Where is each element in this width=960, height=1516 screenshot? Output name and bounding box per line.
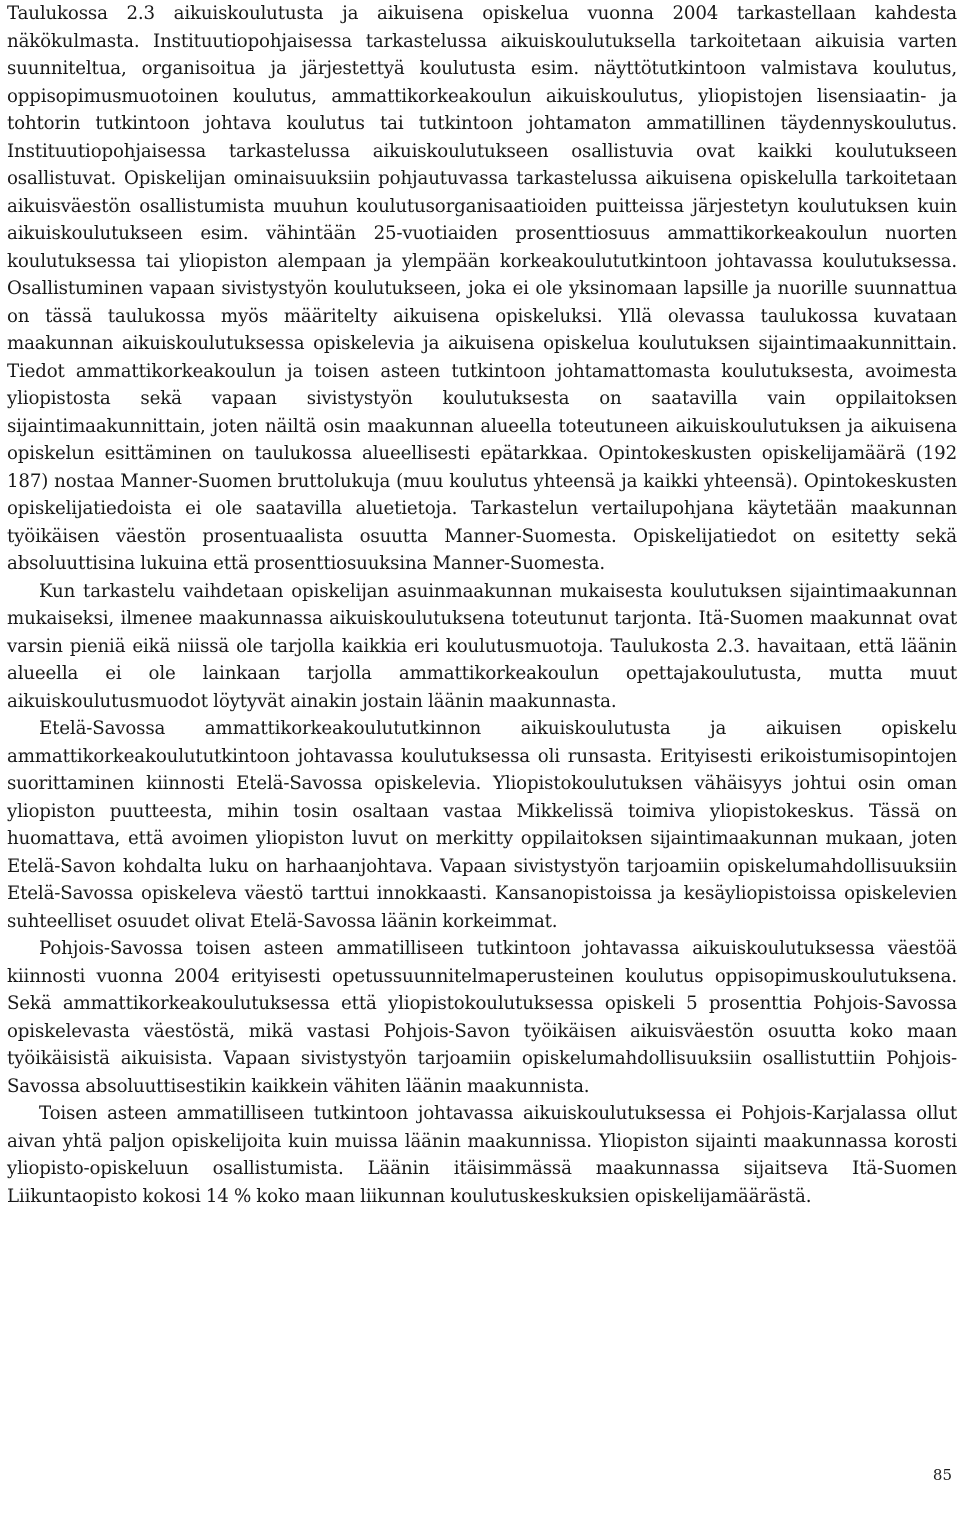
document-page (7, 0, 957, 1210)
paragraph-4: Pohjois-Savossa toisen asteen ammatilliseen tutkintoon johtavassa aikuiskoulutuksessa väestöä kiinnosti vuonna 2004 erityisesti opetussuunnitelmaperusteinen koulutus oppisopimuskoulutuksena. Sekä ammattikorkeakoulutuksessa että yliopistokoulutuksessa opiskeli 5 prosenttia Pohjois-Savossa opiskelevasta väestöstä, mikä vastasi Pohjois-Savon työikäisen aikuisväestön osuutta koko maan työikäisistä aikuisista. Vapaan sivistystyön tarjoamiin opiskelumahdollisuuksiin osallistuttiin Pohjois-Savossa absoluuttisestikin kaikkein vähiten läänin maakunnista. (7, 938, 957, 1097)
paragraph-5: Toisen asteen ammatilliseen tutkintoon johtavassa aikuiskoulutuksessa ei Pohjois-Karjalassa ollut aivan yhtä paljon opiskelijoita kuin muissa läänin maakunnissa. Yliopiston sijainti maakunnassa korosti yliopisto-opiskeluun osallistumista. Läänin itäisimmässä maakunnassa sijaitseva Itä-Suomen Liikuntaopisto kokosi 14 % koko maan liikunnan koulutuskeskuksien opiskelijamäärästä. (7, 1103, 957, 1207)
paragraph-3: Etelä-Savossa ammattikorkeakoulututkinnon aikuiskoulutusta ja aikuisen opiskelu ammattikorkeakoulututkintoon johtavassa koulutuksessa oli runsasta. Erityisesti erikoistumisopintojen suorittaminen kiinnosti Etelä-Savossa opiskelevia. Yliopistokoulutuksen vähäisyys johtui osin oman yliopiston puutteesta, mihin tosin osaltaan vastaa Mikkelissä toimiva yliopistokeskus. Tässä on huomattava, että avoimen yliopiston luvut on merkitty oppilaitoksen sijaintimaakunnan mukaan, joten Etelä-Savon kohdalta luku on harhaanjohtava. Vapaan sivistystyön tarjoamiin opiskelumahdollisuuksiin Etelä-Savossa opiskeleva väestö tarttui innokkaasti. Kansanopistoissa ja kesäyliopistoissa opiskelevien suhteelliset osuudet olivat Etelä-Savossa läänin korkeimmat. (7, 718, 957, 932)
paragraph-1: Taulukossa 2.3 aikuiskoulutusta ja aikuisena opiskelua vuonna 2004 tarkastellaan kahdesta näkökulmasta. Instituutiopohjaisessa tarkastelussa aikuiskoulutuksella tarkoitetaan aikuisia varten suunniteltua, organisoitua ja järjestettyä koulutusta esim. näyttötutkintoon valmistava koulutus, oppisopimusmuotoinen koulutus, ammattikorkeakoulun aikuiskoulutus, yliopistojen lisensiaatin- ja tohtorin tutkintoon johtava koulutus tai tutkintoon johtamaton ammatillinen täydennyskoulutus. Instituutiopohjaisessa tarkastelussa aikuiskoulutukseen osallistuvia ovat kaikki koulutukseen osallistuvat. Opiskelijan ominaisuuksiin pohjautuvassa tarkastelussa aikuisena opiskelulla tarkoitetaan aikuisväestön osallistumista muuhun koulutusorganisaatioiden puitteissa järjestetyn koulutuksen kuin aikuiskoulutukseen esim. vähintään 25-vuotiaiden prosenttiosuus ammattikorkeakoulun nuorten koulutuksessa tai yliopiston alempaan ja ylempään korkeakoulututkintoon johtavassa koulutuksessa. Osallistuminen vapaan sivistystyön koulutukseen, joka ei ole yksinomaan lapsille ja nuorille suunnattua on tässä taulukossa myös määritelty aikuisena opiskeluksi. Yllä olevassa taulukossa kuvataan maakunnan aikuiskoulutuksessa opiskelevia ja aikuisena opiskelua koulutuksen sijaintimaakunnittain. Tiedot ammattikorkeakoulun ja toisen asteen tutkintoon johtamattomasta koulutuksesta, avoimesta yliopistosta sekä vapaan sivistystyön koulutuksesta on saatavilla vain oppilaitoksen sijaintimaakunnittain, joten näiltä osin maakunnan alueella toteutuneen aikuiskoulutuksen ja aikuisena opiskelun esittäminen on taulukossa alueellisesti epätarkkaa. Opintokeskusten opiskelijamäärä (192 187) nostaa Manner-Suomen bruttolukuja (muu koulutus yhteensä ja kaikki yhteensä). Opintokeskusten opiskelijatiedoista ei ole saatavilla aluetietoja. Tarkastelun vertailupohjana käytetään maakunnan työikäisen väestön prosentuaalista osuutta Manner-Suomesta. Opiskelijatiedot on esitetty sekä absoluuttisina lukuina että prosenttiosuuksina Manner-Suomesta. (7, 3, 957, 574)
page-number: 85 (932, 1466, 952, 1484)
paragraph-2: Kun tarkastelu vaihdetaan opiskelijan asuinmaakunnan mukaisesta koulutuksen sijaintimaakunnan mukaiseksi, ilmenee maakunnassa aikuiskoulutuksena toteutunut tarjonta. Itä-Suomen maakunnat ovat varsin pieniä eikä niissä ole tarjolla kaikkia eri koulutusmuotoja. Taulukosta 2.3. havaitaan, että läänin alueella ei ole lainkaan tarjolla ammattikorkeakoulun opettajakoulutusta, mutta muut aikuiskoulutusmuodot löytyvät ainakin jostain läänin maakunnasta. (7, 580, 957, 712)
